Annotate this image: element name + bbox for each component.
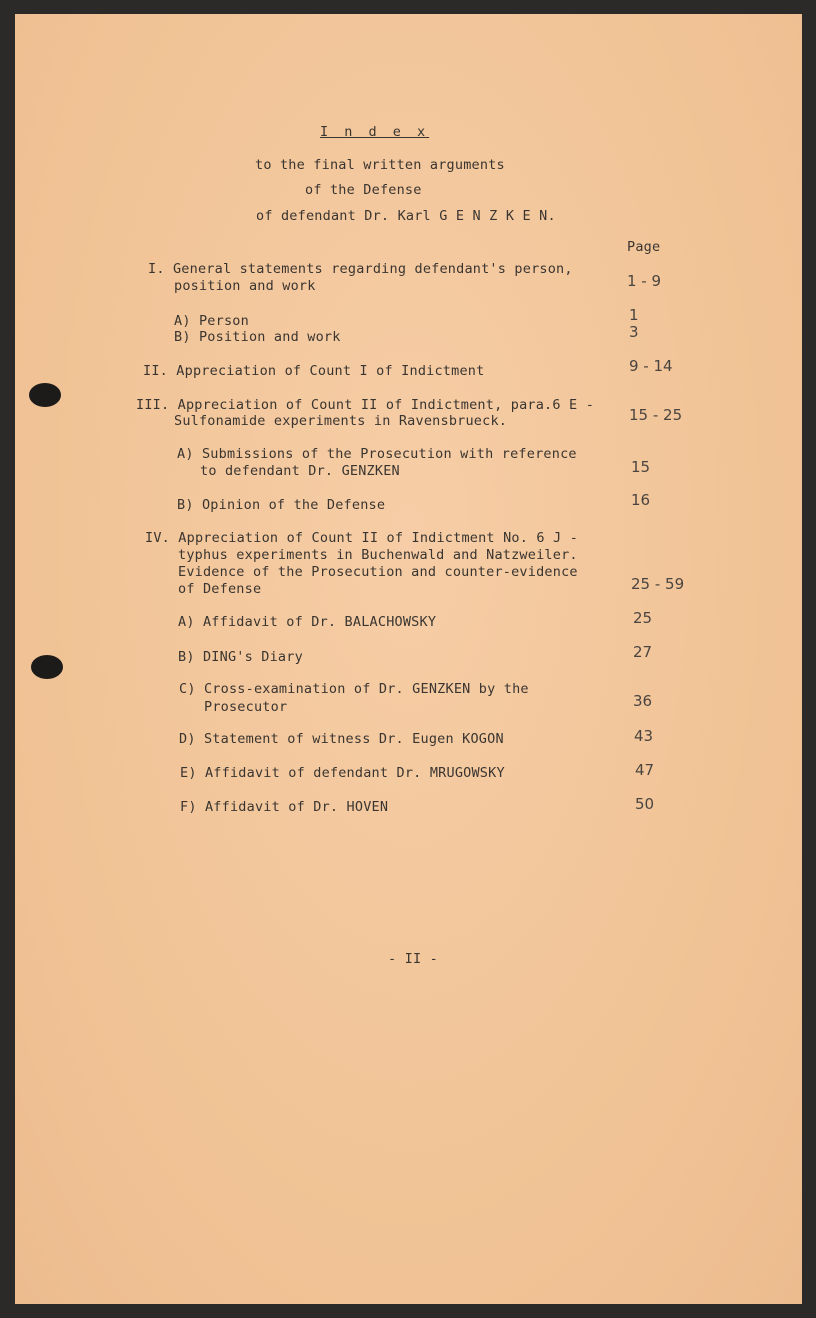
entry-line: II. Appreciation of Count I of Indictment: [143, 363, 485, 379]
entry-line: A) Person: [174, 313, 249, 329]
entry-page: 3: [629, 323, 639, 341]
entry-line: E) Affidavit of defendant Dr. MRUGOWSKY: [180, 765, 505, 781]
entry-page: 25 - 59: [631, 575, 685, 593]
subtitle-line-1: to the final written arguments: [255, 157, 505, 173]
entry-page: 9 - 14: [629, 357, 673, 375]
entry-line: of Defense: [178, 581, 262, 597]
entry-page: 50: [635, 795, 655, 813]
subtitle-line-3: of defendant Dr. Karl G E N Z K E N.: [256, 208, 556, 224]
index-title: I n d e x: [320, 124, 430, 140]
entry-line: D) Statement of witness Dr. Eugen KOGON: [179, 731, 504, 747]
entry-page: 47: [635, 761, 655, 779]
entry-page: 15: [631, 458, 651, 476]
entry-page: 1: [629, 306, 639, 324]
entry-line: Prosecutor: [204, 699, 288, 715]
entry-line: A) Submissions of the Prosecution with reference: [177, 446, 577, 462]
entry-page: 43: [634, 727, 654, 745]
entry-line: B) Position and work: [174, 329, 341, 345]
entry-line: to defendant Dr. GENZKEN: [200, 463, 400, 479]
entry-line: I. General statements regarding defendant's person,: [148, 261, 573, 277]
entry-page: 15 - 25: [629, 406, 683, 424]
entry-line: B) Opinion of the Defense: [177, 497, 386, 513]
page-column-header: Page: [627, 239, 661, 255]
entry-page: 36: [633, 692, 653, 710]
entry-line: Evidence of the Prosecution and counter-evidence: [178, 564, 578, 580]
entry-line: Sulfonamide experiments in Ravensbrueck.: [174, 413, 508, 429]
entry-page: 16: [631, 491, 651, 509]
entry-line: C) Cross-examination of Dr. GENZKEN by the: [179, 681, 529, 697]
punch-hole-top: [29, 383, 61, 407]
entry-line: B) DING's Diary: [178, 649, 303, 665]
punch-hole-bottom: [31, 655, 63, 679]
entry-line: IV. Appreciation of Count II of Indictment No. 6 J -: [145, 530, 579, 546]
entry-page: 25: [633, 609, 653, 627]
subtitle-line-2: of the Defense: [305, 182, 422, 198]
entry-page: 27: [633, 643, 653, 661]
entry-line: III. Appreciation of Count II of Indictment, para.6 E -: [136, 397, 595, 413]
entry-line: A) Affidavit of Dr. BALACHOWSKY: [178, 614, 437, 630]
entry-line: F) Affidavit of Dr. HOVEN: [180, 799, 389, 815]
entry-page: 1 - 9: [627, 272, 662, 290]
page-footer: - II -: [388, 951, 438, 967]
entry-line: position and work: [174, 278, 316, 294]
entry-line: typhus experiments in Buchenwald and Natzweiler.: [178, 547, 578, 563]
